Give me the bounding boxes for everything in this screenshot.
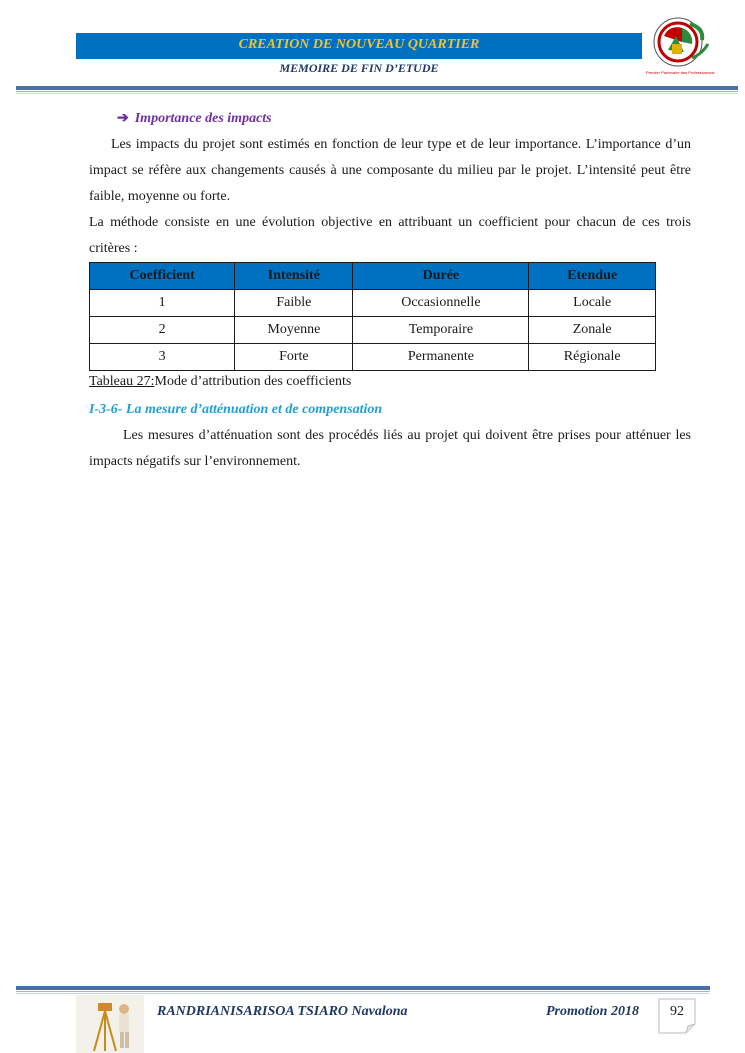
table-cell: 1: [90, 290, 235, 317]
page-number: 92: [670, 1004, 684, 1019]
table-cell: Régionale: [529, 344, 656, 371]
table-cell: 3: [90, 344, 235, 371]
table-caption-text: Mode d’attribution des coefficients: [154, 374, 352, 389]
table-row: [90, 317, 656, 344]
table-cell: Moyenne: [235, 317, 353, 344]
paragraph-method: La méthode consiste en une évolution objective en attribuant un coefficient pour chacun de ces trois critères :: [89, 215, 691, 256]
table-cell: Temporaire: [353, 317, 529, 344]
table-row: [90, 290, 656, 317]
table-cell: Forte: [235, 344, 353, 371]
table-cell: Zonale: [529, 317, 656, 344]
table-header-row: [90, 263, 656, 290]
footer-rule: [16, 986, 710, 990]
arrow-right-icon: ➔: [117, 111, 129, 126]
table-header-cell: Coefficient: [90, 263, 235, 290]
table-header-cell: Etendue: [529, 263, 656, 290]
table-caption: [89, 371, 691, 393]
section-title: I-3-6- La mesure d’atténuation et de compensation: [89, 402, 383, 417]
table-cell: Permanente: [353, 344, 529, 371]
author-name: RANDRIANISARISOA TSIARO Navalona: [157, 1004, 408, 1019]
coefficient-table: [89, 262, 656, 371]
subheading-text: Importance des impacts: [134, 111, 272, 126]
header-rule-thin: [16, 91, 738, 92]
subheading: [89, 106, 691, 132]
surveyor-illustration: [76, 995, 144, 1053]
table-header-cell: Intensité: [235, 263, 353, 290]
header-rule: [16, 86, 738, 90]
table-header-cell: Durée: [353, 263, 529, 290]
paragraph-mitigation: Les mesures d’atténuation sont des procédés liés au projet qui doivent être prises pour atténuer les impacts négatifs sur l’environnement.: [89, 428, 691, 469]
logo-caption: Premier Partenaire des Professionnels: [646, 70, 715, 75]
document-title: CREATION DE NOUVEAU QUARTIER: [238, 37, 480, 52]
table-row: [90, 344, 656, 371]
footer-rule-faint: [16, 993, 710, 994]
footer-rule-thin: [16, 991, 710, 992]
document-subtitle: MEMOIRE DE FIN D’ETUDE: [279, 61, 439, 75]
paragraph-importance: Les impacts du projet sont estimés en fonction de leur type et de leur importance. L’importance d’un impact se réfère aux changements causés à une composante du milieu par le projet. L’intensité peut être faible, moyenne ou forte.: [89, 137, 691, 204]
table-cell: 2: [90, 317, 235, 344]
table-cell: Occasionnelle: [353, 290, 529, 317]
promotion: Promotion 2018: [546, 1004, 639, 1019]
page-number-badge: [658, 998, 696, 1034]
table-cell: Locale: [529, 290, 656, 317]
header-rule-faint: [16, 93, 738, 94]
table-caption-label: Tableau 27:: [89, 374, 155, 389]
page-content: [89, 106, 691, 475]
school-logo: [642, 14, 722, 80]
table-cell: Faible: [235, 290, 353, 317]
